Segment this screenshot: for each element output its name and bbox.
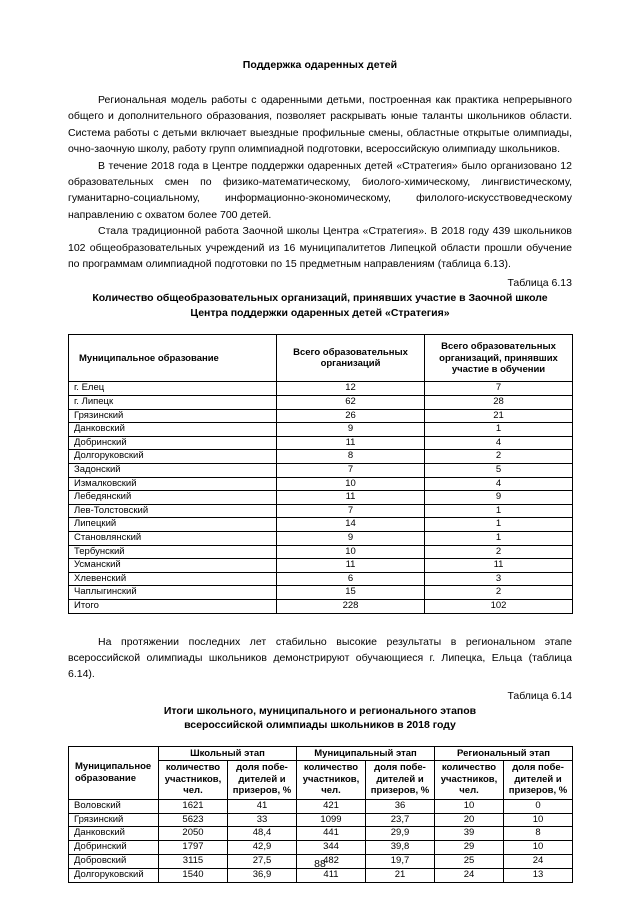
table-613-cell-value: 6 [277,572,425,586]
table-614-cell-municipality: Грязинский [69,813,159,827]
table-614-cell-value: 36,9 [228,868,297,882]
table-614-cell-value: 29 [435,841,504,855]
table-613-cell-value: 21 [425,409,573,423]
table-613-cell-municipality: Липецкий [69,518,277,532]
table-613-body [69,382,573,613]
sub-line: участников, [164,773,222,785]
table-613-cell-value: 7 [425,382,573,396]
table-614-sub-share-municipal [366,761,435,800]
sub-line: чел. [321,785,341,797]
table-614-cell-value: 5623 [159,813,228,827]
table-613-cell-value: 9 [277,423,425,437]
table-614-cell-municipality: Данковский [69,827,159,841]
table-613-cell-value: 7 [277,464,425,478]
table-row [69,436,573,450]
intro-paragraphs [68,92,572,272]
table-613-cell-value: 3 [425,572,573,586]
table-row [69,841,573,855]
table-row [69,491,573,505]
table-614-cell-value: 33 [228,813,297,827]
table-613-cell-municipality: Хлевенский [69,572,277,586]
table-614-cell-value: 421 [297,799,366,813]
table-614-caption-line1: Итоги школьного, муниципального и регионального этапов [163,704,477,717]
table-613-cell-municipality: Добринский [69,436,277,450]
table-614-header-municipality [69,746,159,799]
table-613-cell-municipality: Лев-Толстовский [69,504,277,518]
sub-line: количество [303,762,359,774]
table-613-cell-value: 2 [425,586,573,600]
sub-line: призеров, % [508,785,568,797]
table-613-number: Таблица 6.13 [507,277,572,290]
paragraph-1: Региональная модель работы с одаренными детьми, построенная как практика непрерывного общего и дополнительного образования, позволяет раскрывать юные таланты школьников области. Система работы с детьми включает выездные профильные смены, областные открытые олимпиады, очно-заочную школу, работу групп олимпиадной подготовки, всероссийскую олимпиаду школьников. [68,94,572,156]
table-613-cell-municipality: Чаплыгинский [69,586,277,600]
table-row [69,532,573,546]
table-614-sub-share-regional [504,761,573,800]
table-row [69,545,573,559]
table-614-number: Таблица 6.14 [507,689,572,702]
table-614-cell-value: 10 [504,841,573,855]
sub-line: чел. [183,785,203,797]
table-row [69,450,573,464]
table-614-cell-value: 1797 [159,841,228,855]
table-613-cell-value: 26 [277,409,425,423]
table-614-cell-value: 24 [435,868,504,882]
table-row [69,396,573,410]
mid-paragraph-block [68,634,572,683]
sub-line: дителей и [514,773,562,785]
table-614-cell-value: 482 [297,854,366,868]
table-613-cell-municipality: Становлянский [69,532,277,546]
table-row [69,868,573,882]
table-row [69,504,573,518]
table-613-cell-municipality: Лебедянский [69,491,277,505]
table-614-stage-municipal: Муниципальный этап [297,746,435,761]
table-row [69,827,573,841]
table-613-cell-municipality: г. Елец [69,382,277,396]
table-row [69,799,573,813]
table-614-cell-value: 10 [435,799,504,813]
table-613-cell-value: 10 [277,477,425,491]
table-613-cell-value: 62 [277,396,425,410]
table-614-cell-value: 10 [504,813,573,827]
table-row [69,586,573,600]
table-613-cell-municipality: Усманский [69,559,277,573]
page-title: Поддержка одаренных детей [242,59,398,71]
table-613-cell-municipality: Задонский [69,464,277,478]
table-613-cell-value: 1 [425,532,573,546]
table-613-cell-value: 15 [277,586,425,600]
table-614-cell-value: 13 [504,868,573,882]
table-614-cell-value: 2050 [159,827,228,841]
table-614-cell-value: 19,7 [366,854,435,868]
table-614-sub-count-regional [435,761,504,800]
table-613-cell-value: 14 [277,518,425,532]
table-613-cell-value: 2 [425,450,573,464]
table-613-cell-municipality: Итого [69,599,277,613]
table-614-sub-count-municipal [297,761,366,800]
table-614-cell-municipality: Добровский [69,854,159,868]
table-613-header-row [69,335,573,382]
table-614-sub-count-school [159,761,228,800]
table-614-cell-value: 25 [435,854,504,868]
table-613-cell-municipality: Тербунский [69,545,277,559]
table-613-cell-value: 7 [277,504,425,518]
table-614-cell-value: 36 [366,799,435,813]
table-613-cell-value: 4 [425,477,573,491]
table-613-cell-municipality: г. Липецк [69,396,277,410]
table-614-cell-value: 1540 [159,868,228,882]
table-613-cell-value: 11 [277,491,425,505]
table-613 [68,334,573,613]
table-613-cell-value: 102 [425,599,573,613]
table-613-cell-municipality: Данковский [69,423,277,437]
table-613-cell-value: 4 [425,436,573,450]
table-614-cell-value: 411 [297,868,366,882]
table-614-stage-row [69,746,573,761]
sub-line: доля побе- [374,762,426,774]
table-614-cell-value: 39,8 [366,841,435,855]
table-613-cell-value: 2 [425,545,573,559]
table-614-cell-value: 42,9 [228,841,297,855]
table-614-cell-value: 29,9 [366,827,435,841]
table-614-cell-value: 0 [504,799,573,813]
table-614-cell-value: 23,7 [366,813,435,827]
table-614-cell-value: 20 [435,813,504,827]
table-613-cell-municipality: Грязинский [69,409,277,423]
sub-line: доля побе- [236,762,288,774]
table-614-cell-value: 21 [366,868,435,882]
paragraph-3: Стала традиционной работа Заочной школы Центра «Стратегия». В 2018 году 439 школьников 102 общеобразовательных учреждений из 16 муниципалитетов Липецкой области прошли обучение по программам олимпиадной подготовки по 15 предметным направлениям (таблица 6.13). [68,225,572,271]
table-row [69,599,573,613]
sub-line: доля побе- [512,762,564,774]
table-614-cell-value: 27,5 [228,854,297,868]
table-row [69,423,573,437]
table-614-stage-regional: Региональный этап [435,746,573,761]
page-number: 88 [314,858,326,870]
table-613-cell-value: 1 [425,423,573,437]
table-row [69,382,573,396]
table-row [69,477,573,491]
paragraph-4: На протяжении последних лет стабильно высокие результаты в региональном этапе всероссийской олимпиады школьников демонстрируют обучающиеся г. Липецка, Ельца (таблица 6.14). [68,635,572,681]
table-613-cell-value: 1 [425,504,573,518]
table-614-cell-value: 1621 [159,799,228,813]
table-613-cell-value: 9 [277,532,425,546]
table-613-caption: Количество общеобразовательных организаций, принявших участие в Заочной школе Центра поддержки одаренных детей «Стратегия» [92,292,548,319]
sub-line: дителей и [238,773,286,785]
table-613-header-participating: Всего образовательных организаций, принявших участие в обучении [425,335,573,382]
table-614-header-municipality-text: Муниципальное образование [75,761,152,784]
table-row [69,572,573,586]
table-613-cell-value: 11 [277,559,425,573]
table-614-cell-value: 41 [228,799,297,813]
sub-line: участников, [302,773,360,785]
table-613-cell-municipality: Измалковский [69,477,277,491]
paragraph-2: В течение 2018 года в Центре поддержки одаренных детей «Стратегия» было организовано 12 образовательных смен по физико-математическому, биолого-химическому, лингвистическому, гуманитарно-социальному, информационно-экономическому, филолого-искусствоведческому направлению с охватом более 700 детей. [68,159,572,221]
table-613-header-municipality: Муниципальное образование [69,335,277,382]
table-614-cell-municipality: Добринский [69,841,159,855]
sub-line: призеров, % [370,785,430,797]
table-row [69,464,573,478]
table-614-cell-value: 39 [435,827,504,841]
table-613-cell-value: 10 [277,545,425,559]
table-613-cell-value: 12 [277,382,425,396]
table-613-header-total: Всего образовательных организаций [277,335,425,382]
table-613-cell-value: 11 [277,436,425,450]
table-614-cell-value: 344 [297,841,366,855]
sub-line: количество [441,762,497,774]
sub-line: количество [165,762,221,774]
table-613-cell-value: 1 [425,518,573,532]
page-content [68,0,572,883]
table-614-cell-value: 24 [504,854,573,868]
table-614-cell-value: 8 [504,827,573,841]
table-614-sub-share-school [228,761,297,800]
table-614-cell-value: 3115 [159,854,228,868]
table-613-cell-value: 5 [425,464,573,478]
sub-line: дителей и [376,773,424,785]
table-613-cell-municipality: Долгоруковский [69,450,277,464]
table-613-cell-value: 11 [425,559,573,573]
table-613-cell-value: 9 [425,491,573,505]
table-614-cell-municipality: Воловский [69,799,159,813]
table-613-cell-value: 8 [277,450,425,464]
table-614-cell-value: 1099 [297,813,366,827]
table-614-cell-value: 441 [297,827,366,841]
table-613-cell-value: 228 [277,599,425,613]
table-row [69,518,573,532]
table-613-cell-value: 28 [425,396,573,410]
table-row [69,409,573,423]
sub-line: участников, [440,773,498,785]
table-614-cell-municipality: Долгоруковский [69,868,159,882]
table-614-stage-school: Школьный этап [159,746,297,761]
table-614-cell-value: 48,4 [228,827,297,841]
table-row [69,813,573,827]
sub-line: призеров, % [232,785,292,797]
sub-line: чел. [459,785,479,797]
table-614-caption-line2: всероссийской олимпиады школьников в 2018 году [184,719,456,732]
table-row [69,559,573,573]
